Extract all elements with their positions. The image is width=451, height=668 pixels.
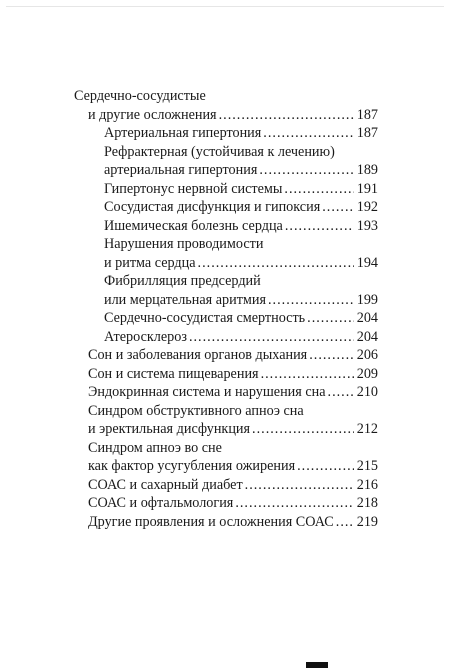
toc-page-number: 215 — [356, 458, 378, 474]
toc-line — [74, 180, 378, 199]
toc-entry — [104, 143, 378, 162]
toc-dot-leader — [259, 161, 354, 180]
toc-page-number: 212 — [356, 421, 378, 437]
toc-entry — [88, 365, 378, 384]
toc-line — [74, 346, 378, 365]
toc-entry-title: Эндокринная система и нарушения сна — [88, 384, 326, 400]
toc-line — [74, 124, 378, 143]
toc-line — [74, 217, 378, 236]
toc-dot-leader — [322, 198, 354, 217]
toc-entry-title: Рефрактерная (устойчивая к лечению) — [104, 143, 335, 160]
toc-dot-leader — [245, 476, 354, 495]
toc-entry-title: артериальная гипертония — [104, 162, 258, 178]
toc-line — [74, 494, 378, 513]
toc-dot-leader — [219, 106, 354, 125]
toc-line — [74, 87, 378, 106]
toc-entry-title: Артериальная гипертония — [104, 125, 262, 141]
toc-page-number: 206 — [356, 347, 378, 363]
toc-entry-title: Фибрилляция предсердий — [104, 273, 261, 289]
toc-entry-title: Сердечно-сосудистая смертность — [104, 310, 306, 326]
toc-entry-title: Ишемическая болезнь сердца — [104, 217, 283, 234]
toc-entry-title: как фактор усугубления ожирения — [88, 458, 296, 474]
toc-dot-leader — [263, 124, 354, 143]
toc-dot-leader — [284, 180, 354, 199]
toc-entry — [104, 180, 378, 199]
toc-page-number: 218 — [356, 495, 378, 511]
toc-dot-leader — [328, 383, 354, 402]
toc-page-number: 219 — [356, 513, 378, 530]
toc-line — [74, 457, 378, 476]
toc-entry — [88, 402, 378, 421]
toc-line — [74, 439, 378, 458]
toc-entry — [88, 494, 378, 513]
toc-dot-leader — [285, 217, 354, 236]
toc-entry — [104, 161, 378, 180]
toc-entry-title: Сон и заболевания органов дыхания — [88, 347, 308, 363]
toc-entry — [104, 217, 378, 236]
toc-dot-leader — [261, 365, 354, 384]
toc-entry — [104, 272, 378, 291]
toc-entry-title: Нарушения проводимости — [104, 236, 264, 252]
toc-page-number: 192 — [356, 199, 378, 215]
toc-entry — [88, 383, 378, 402]
toc-entry — [88, 476, 378, 495]
toc-page-number: 187 — [356, 125, 378, 141]
toc-dot-leader — [198, 254, 354, 273]
table-of-contents — [74, 87, 378, 531]
toc-entry — [104, 328, 378, 347]
toc-page-number: 189 — [356, 162, 378, 178]
toc-entry-title: или мерцательная аритмия — [104, 291, 266, 308]
toc-line — [74, 143, 378, 162]
page-bottom-mark — [306, 662, 328, 668]
toc-dot-leader — [252, 420, 354, 439]
toc-line — [74, 328, 378, 347]
toc-entry — [104, 124, 378, 143]
toc-line — [74, 161, 378, 180]
toc-dot-leader — [297, 457, 354, 476]
toc-entry-title: СОАС и сахарный диабет — [88, 476, 243, 493]
toc-line — [74, 383, 378, 402]
toc-entry — [88, 513, 378, 532]
toc-entry-title: и ритма сердца — [104, 254, 196, 271]
toc-entry-title: Сон и система пищеварения — [88, 365, 259, 382]
toc-line — [74, 365, 378, 384]
toc-page-number: 209 — [356, 365, 378, 382]
toc-entry-title: Другие проявления и осложнения СОАС — [88, 513, 334, 530]
toc-entry-title: СОАС и офтальмология — [88, 495, 234, 511]
toc-dot-leader — [307, 309, 354, 328]
toc-line — [74, 309, 378, 328]
toc-entry — [104, 254, 378, 273]
toc-entry-title: и эректильная дисфункция — [88, 421, 251, 437]
toc-line — [74, 272, 378, 291]
toc-entry-title: Сосудистая дисфункция и гипоксия — [104, 199, 321, 215]
toc-dot-leader — [336, 513, 354, 532]
toc-line — [74, 235, 378, 254]
toc-entry-title: Синдром апноэ во сне — [88, 439, 222, 456]
toc-page-number: 194 — [356, 254, 378, 271]
toc-entry-title: Атеросклероз — [104, 328, 187, 345]
toc-dot-leader — [309, 346, 354, 365]
toc-page-number: 199 — [356, 291, 378, 308]
toc-page-number: 204 — [356, 328, 378, 345]
toc-line — [74, 476, 378, 495]
toc-page-number: 216 — [356, 476, 378, 493]
toc-entry-title: Сердечно-сосудистые — [74, 88, 206, 104]
toc-entry — [104, 235, 378, 254]
toc-line — [74, 402, 378, 421]
toc-entry — [74, 87, 378, 106]
toc-page-number: 204 — [356, 310, 378, 326]
toc-entry-title: Гипертонус нервной системы — [104, 180, 283, 197]
toc-page-number: 210 — [356, 384, 378, 400]
toc-page-number: 191 — [356, 180, 378, 197]
toc-entry — [88, 420, 378, 439]
toc-dot-leader — [189, 328, 354, 347]
toc-entry-title: и другие осложнения — [88, 106, 217, 123]
toc-dot-leader — [235, 494, 354, 513]
toc-line — [74, 513, 378, 532]
toc-page-number: 187 — [356, 106, 378, 123]
toc-entry-title: Синдром обструктивного апноэ сна — [88, 402, 304, 419]
toc-dot-leader — [268, 291, 354, 310]
toc-entry — [88, 457, 378, 476]
toc-entry — [88, 106, 378, 125]
toc-entry — [104, 198, 378, 217]
toc-line — [74, 254, 378, 273]
toc-page-number: 193 — [356, 217, 378, 234]
toc-line — [74, 291, 378, 310]
toc-entry — [104, 309, 378, 328]
toc-line — [74, 198, 378, 217]
toc-entry — [104, 291, 378, 310]
toc-line — [74, 420, 378, 439]
toc-line — [74, 106, 378, 125]
toc-entry — [88, 346, 378, 365]
toc-entry — [88, 439, 378, 458]
